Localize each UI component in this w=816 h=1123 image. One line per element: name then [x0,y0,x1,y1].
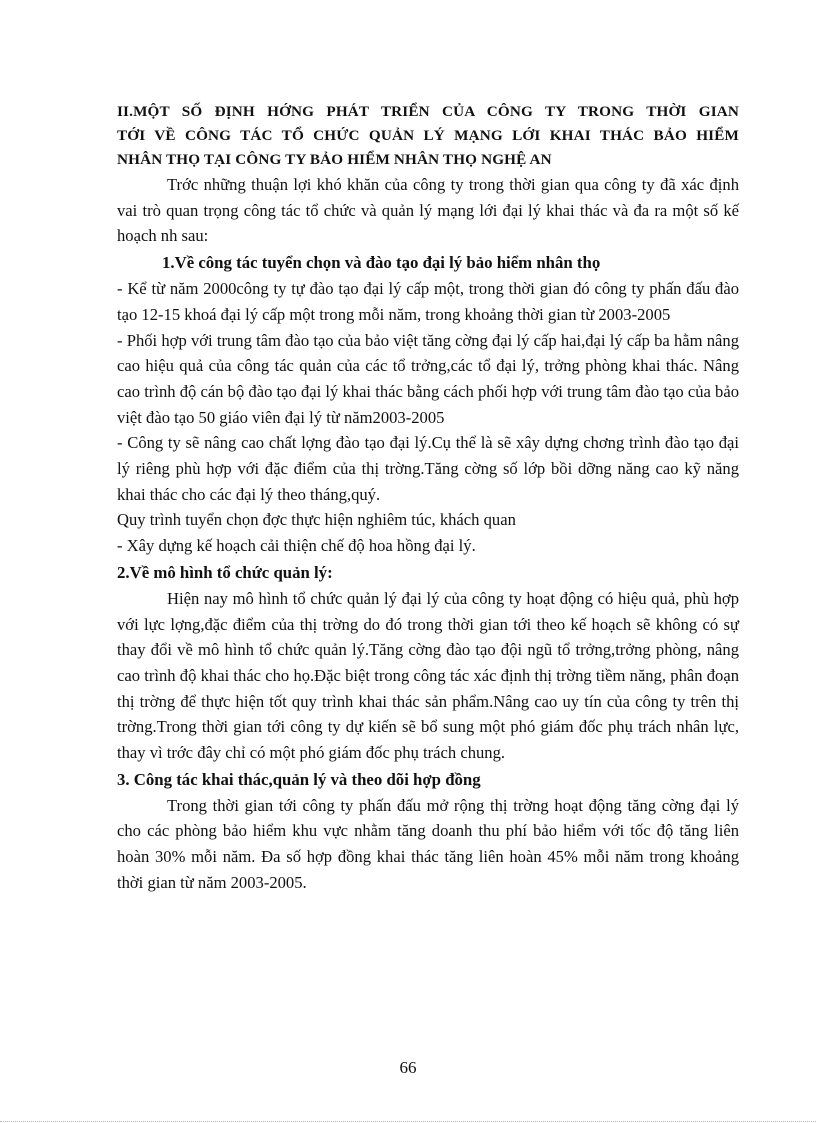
heading-line-1: II.MỘT SỐ ĐỊNH HỚNG PHÁT TRIỂN CỦA CÔNG TY TRONG THỜI GIAN [117,103,739,120]
intro-paragraph: Trớc những thuận lợi khó khăn của công ty trong thời gian qua công ty đã xác định vai trò quan trọng công tác tổ chức và quản lý mạng lới đại lý khai thác và đa ra một số kế hoạch nh sau: [117,175,739,246]
heading-line-2: TỚI VỀ CÔNG TÁC TỔ CHỨC QUẢN LÝ MẠNG LỚI KHAI THÁC BẢO HIỂM [117,127,739,144]
section-1-item-4: Quy trình tuyển chọn đợc thực hiện nghiêm túc, khách quan [117,510,516,530]
section-1-item-2: - Phối hợp với trung tâm đào tạo của bảo việt tăng cờng đại lý cấp hai,đại lý cấp ba hằm nâng cao hiệu quả của công tác quản của các tổ trởng,các tổ đại lý, trởng phòng khai thác. Nâng cao trình độ cán bộ đào tạo đại lý khai thác bằng cách phối hợp với trung tâm đào tạo của bảo việt đào tạo 50 giáo viên đại lý từ năm2003-2005 [117,330,739,427]
section-1-item-3: - Công ty sẽ nâng cao chất lợng đào tạo đại lý.Cụ thể là sẽ xây dựng chơng trình đào tạo đại lý riêng phù hợp với đặc điểm của thị trờng.Tăng cờng số lớp bồi dỡng năng cao kỹ năng khai thác cho các đại lý theo tháng,quý. [117,433,739,504]
heading-line-3: NHÂN THỌ TẠI CÔNG TY BẢO HIỂM NHÂN THỌ NGHỆ AN [117,151,552,168]
section-1-item-5: - Xây dựng kế hoạch cải thiện chế độ hoa hồng đại lý. [117,536,476,556]
section-1-item-1: - Kể từ năm 2000công ty tự đào tạo đại lý cấp một, trong thời gian đó công ty phấn đấu đào tạo 12-15 khoá đại lý cấp một trong mỗi năm, trong khoảng thời gian từ 2003-2005 [117,279,739,324]
document-page [117,100,739,896]
page-bottom-divider [0,1121,816,1122]
section-3-title: 3. Công tác khai thác,quản lý và theo dõi hợp đồng [117,769,481,789]
section-1-title: 1.Về công tác tuyển chọn và đào tạo đại lý bảo hiểm nhân thọ [162,253,601,273]
section-3-body: Trong thời gian tới công ty phấn đấu mở rộng thị trờng hoạt động tăng cờng đại lý cho các phòng bảo hiểm khu vực nhằm tăng doanh thu phí bảo hiểm với tốc độ tăng liên hoàn 30% mỗi năm. Đa số hợp đồng khai thác tăng liên hoàn 45% mỗi năm trong khoảng thời gian từ năm 2003-2005. [117,795,739,892]
section-2-title: 2.Về mô hình tổ chức quản lý: [117,562,333,582]
section-2-body: Hiện nay mô hình tổ chức quản lý đại lý của công ty hoạt động có hiệu quả, phù hợp với lực lợng,đặc điểm của thị trờng do đó trong thời gian tới theo kế hoạch sẽ không có sự thay đổi về mô hình tổ chức quản lý.Tăng cờng đào tạo đội ngũ tổ trởng,trởng phòng, nâng cao trình độ khai thác cho họ.Đặc biệt trong công tác xác định thị trờng tiềm năng, phân đoạn thị trờng để thực hiện tốt quy trình khai thác sản phẩm.Nâng cao uy tín của công ty trên thị trờng.Trong thời gian tới công ty dự kiến sẽ bổ sung một phó giám đốc phụ trách nhân lực, thay vì trớc đây chỉ có một phó giám đốc phụ trách chung. [117,588,739,763]
chapter-heading [117,100,739,172]
page-number: 66 [399,1058,417,1077]
